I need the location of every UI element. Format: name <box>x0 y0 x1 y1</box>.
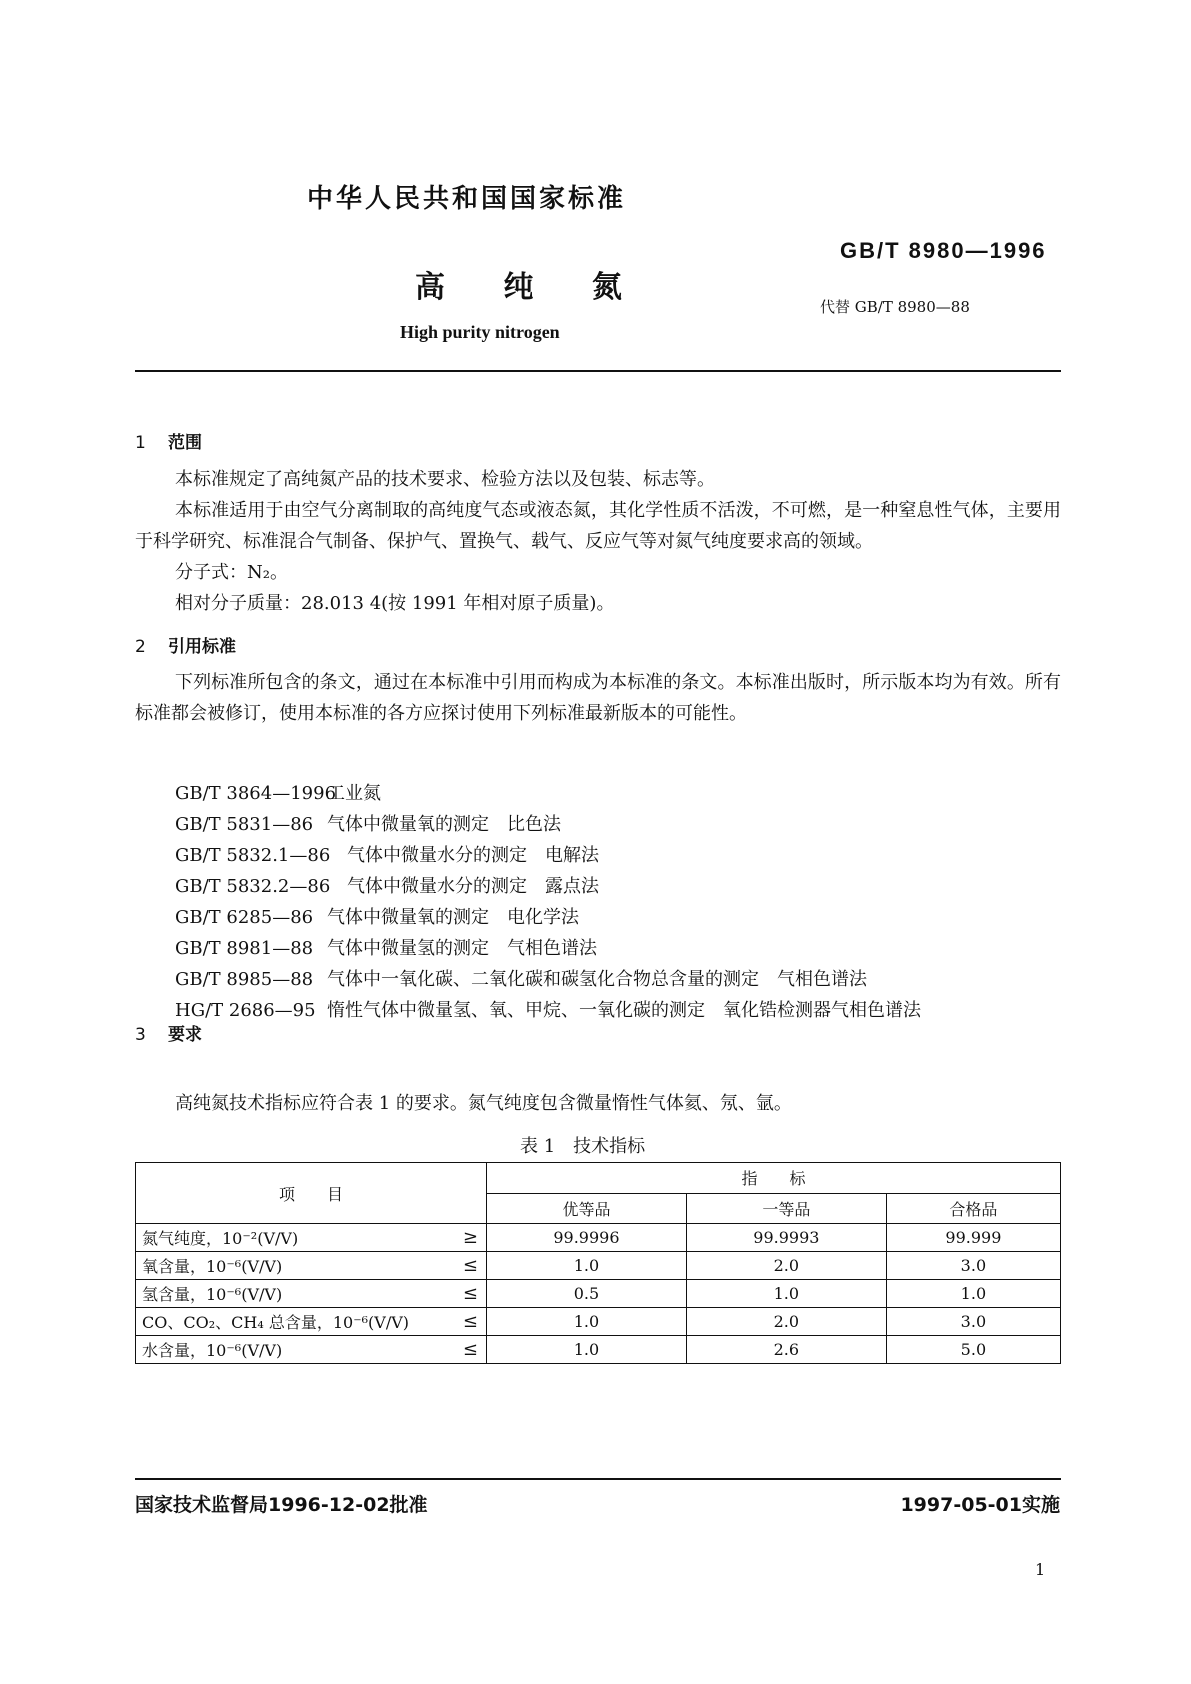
effective-date: 1997-05-01实施 <box>900 1494 1060 1516</box>
comparison-symbol: ≥ <box>462 1227 478 1248</box>
reference-name: 气体中微量水分的测定 露点法 <box>347 876 599 897</box>
value-cell: 99.9993 <box>686 1224 886 1252</box>
comparison-symbol: ≤ <box>462 1283 478 1304</box>
item-cell <box>136 1308 487 1336</box>
value-cell: 3.0 <box>886 1252 1060 1280</box>
document-title: 高 纯 氮 <box>415 270 646 305</box>
paragraph: 高纯氮技术指标应符合表 1 的要求。氮气纯度包含微量惰性气体氦、氖、氩。 <box>175 1093 792 1114</box>
requirements-body <box>135 1088 1061 1119</box>
reference-item <box>175 840 921 871</box>
reference-item <box>175 964 921 995</box>
reference-item <box>175 933 921 964</box>
table-row <box>136 1252 1061 1280</box>
reference-item <box>175 871 921 902</box>
reference-name: 工业氮 <box>327 783 381 804</box>
reference-code: GB/T 5831—86 <box>175 814 314 835</box>
reference-code: GB/T 6285—86 <box>175 907 314 928</box>
reference-name: 气体中微量水分的测定 电解法 <box>347 845 599 866</box>
refs-intro <box>135 667 1061 729</box>
value-cell: 2.0 <box>686 1252 886 1280</box>
value-cell: 1.0 <box>487 1252 687 1280</box>
value-cell: 2.0 <box>686 1308 886 1336</box>
reference-item <box>175 995 921 1026</box>
section-number: 3 <box>135 1025 146 1045</box>
item-label: 水含量，10⁻⁶(V/V) <box>142 1341 283 1360</box>
reference-name: 气体中微量氧的测定 比色法 <box>327 814 561 835</box>
section-heading-refs <box>135 632 236 657</box>
reference-name: 气体中微量氢的测定 气相色谱法 <box>327 938 597 959</box>
reference-item <box>175 902 921 933</box>
grade-header: 合格品 <box>886 1193 1060 1224</box>
paragraph: 下列标准所包含的条文，通过在本标准中引用而构成为本标准的条文。本标准出版时，所示版本均为有效。所有标准都会被修订，使用本标准的各方应探讨使用下列标准最新版本的可能性。 <box>135 672 1061 724</box>
item-cell <box>136 1336 487 1364</box>
value-cell: 2.6 <box>686 1336 886 1364</box>
page-number: 1 <box>1035 1560 1046 1579</box>
grade-header: 优等品 <box>487 1193 687 1224</box>
paragraph: 本标准规定了高纯氮产品的技术要求、检验方法以及包装、标志等。 <box>175 469 715 490</box>
section-title: 要求 <box>168 1025 202 1045</box>
value-cell: 1.0 <box>886 1280 1060 1308</box>
section-title: 范围 <box>168 433 202 453</box>
comparison-symbol: ≤ <box>462 1339 478 1360</box>
section-heading-scope <box>135 428 202 453</box>
header-rule <box>135 370 1061 372</box>
value-cell: 0.5 <box>487 1280 687 1308</box>
reference-code: HG/T 2686—95 <box>175 1000 316 1021</box>
reference-item <box>175 778 921 809</box>
table-row <box>136 1224 1061 1252</box>
value-cell: 1.0 <box>487 1308 687 1336</box>
paragraph: 分子式：N₂。 <box>175 562 288 583</box>
reference-code: GB/T 5832.1—86 <box>175 845 331 866</box>
replaces-note: 代替 GB/T 8980—88 <box>820 298 970 316</box>
item-label: CO、CO₂、CH₄ 总含量，10⁻⁶(V/V) <box>142 1313 410 1332</box>
spec-table <box>135 1162 1061 1364</box>
issuer-title: 中华人民共和国国家标准 <box>307 184 627 214</box>
item-label: 氢含量，10⁻⁶(V/V) <box>142 1285 283 1304</box>
section-title: 引用标准 <box>168 637 236 657</box>
value-cell: 1.0 <box>487 1336 687 1364</box>
item-cell <box>136 1280 487 1308</box>
reference-code: GB/T 3864—1996 <box>175 783 337 804</box>
comparison-symbol: ≤ <box>462 1255 478 1276</box>
reference-code: GB/T 5832.2—86 <box>175 876 331 897</box>
standard-code: GB/T 8980—1996 <box>840 238 1047 263</box>
comparison-symbol: ≤ <box>462 1311 478 1332</box>
table-row <box>136 1280 1061 1308</box>
grade-header: 一等品 <box>686 1193 886 1224</box>
item-label: 氧含量，10⁻⁶(V/V) <box>142 1257 283 1276</box>
footer-rule <box>135 1478 1061 1480</box>
reference-code: GB/T 8985—88 <box>175 969 314 990</box>
section-number: 2 <box>135 637 146 657</box>
section-number: 1 <box>135 433 146 453</box>
reference-item <box>175 809 921 840</box>
value-cell: 99.9996 <box>487 1224 687 1252</box>
scope-body <box>135 464 1061 619</box>
table-caption: 表 1 技术指标 <box>520 1136 646 1157</box>
table-row <box>136 1308 1061 1336</box>
item-header: 项 目 <box>136 1163 487 1224</box>
item-label: 氮气纯度，10⁻²(V/V) <box>142 1229 299 1248</box>
value-cell: 5.0 <box>886 1336 1060 1364</box>
reference-name: 惰性气体中微量氢、氧、甲烷、一氧化碳的测定 氧化锆检测器气相色谱法 <box>327 1000 921 1021</box>
reference-code: GB/T 8981—88 <box>175 938 314 959</box>
section-heading-requirements <box>135 1020 202 1045</box>
paragraph: 相对分子质量：28.013 4(按 1991 年相对原子质量)。 <box>175 593 615 614</box>
value-cell: 99.999 <box>886 1224 1060 1252</box>
reference-name: 气体中微量氧的测定 电化学法 <box>327 907 579 928</box>
approval-note: 国家技术监督局1996-12-02批准 <box>135 1494 428 1516</box>
value-cell: 1.0 <box>686 1280 886 1308</box>
table-row <box>136 1336 1061 1364</box>
table-header-row <box>136 1163 1061 1194</box>
reference-name: 气体中一氧化碳、二氧化碳和碳氢化合物总含量的测定 气相色谱法 <box>327 969 867 990</box>
paragraph: 本标准适用于由空气分离制取的高纯度气态或液态氮，其化学性质不活泼，不可燃，是一种窒息性气体，主要用于科学研究、标准混合气制备、保护气、置换气、载气、反应气等对氮气纯度要求高的领域。 <box>135 500 1061 552</box>
item-cell <box>136 1252 487 1280</box>
item-cell <box>136 1224 487 1252</box>
index-header: 指 标 <box>487 1163 1061 1194</box>
value-cell: 3.0 <box>886 1308 1060 1336</box>
english-title: High purity nitrogen <box>400 322 560 342</box>
reference-list <box>175 778 921 1026</box>
